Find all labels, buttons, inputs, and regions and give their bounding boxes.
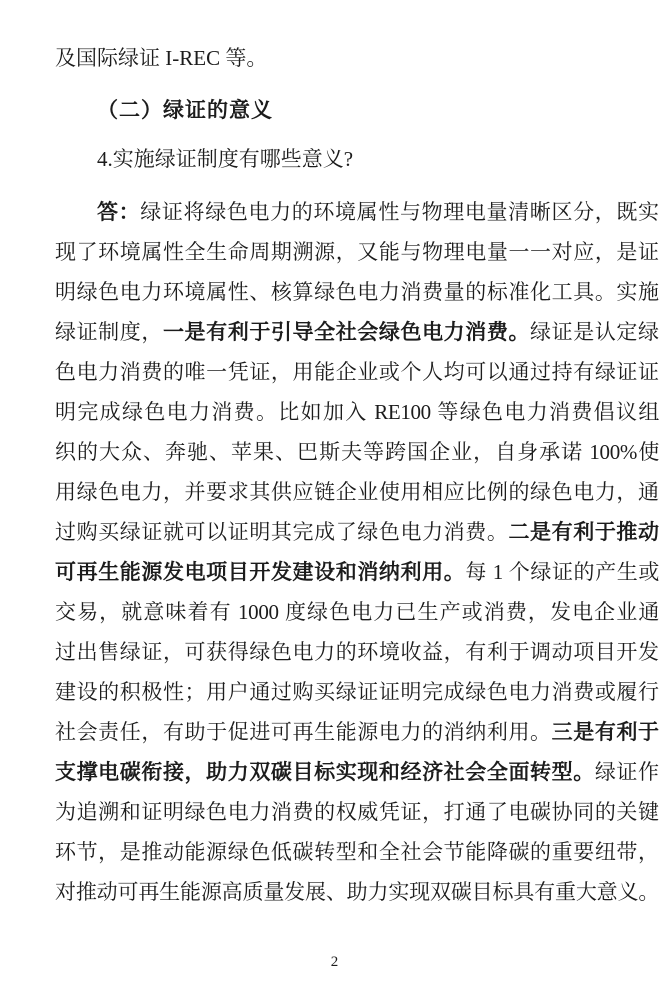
emphasis-text: 二是有利于推动: [508, 520, 660, 544]
text-segment: 绿证制度，: [55, 320, 163, 344]
text-segment: 明绿色电力环境属性、核算绿色电力消费量的标准化工具。实施: [55, 280, 659, 304]
section-heading: （二）绿证的意义: [97, 98, 273, 122]
text-segment: 建设的积极性；用户通过购买绿证证明完成绿色电力消费或履行: [55, 680, 659, 704]
emphasis-text: 三是有利于: [551, 720, 660, 744]
text-segment: 为追溯和证明绿色电力消费的权威凭证，打通了电碳协同的关键: [55, 800, 659, 824]
text-segment: 对推动可再生能源高质量发展、助力实现双碳目标具有重大意义。: [55, 880, 659, 904]
text-segment: 每 1 个绿证的产生或: [465, 560, 659, 584]
answer-line: [55, 512, 659, 552]
page-number: 2: [330, 954, 339, 970]
text-segment: 过购买绿证就可以证明其完成了绿色电力消费。: [55, 520, 509, 544]
answer-line: [55, 312, 659, 352]
answer-line: [55, 792, 659, 832]
text-segment: 环节，是推动能源绿色低碳转型和全社会节能降碳的重要纽带，: [55, 840, 659, 864]
answer-line: [55, 392, 659, 432]
answer-paragraph: [55, 192, 659, 912]
paragraph-continuation-line: 及国际绿证 I-REC 等。: [55, 46, 268, 70]
answer-line: [55, 192, 659, 232]
text-segment: 过出售绿证，可获得绿色电力的环境收益，有利于调动项目开发: [55, 640, 659, 664]
text-segment: 绿证是认定绿: [530, 320, 660, 344]
answer-line: [55, 352, 659, 392]
answer-line: [55, 672, 659, 712]
text-segment: 色电力消费的唯一凭证，用能企业或个人均可以通过持有绿证证: [55, 360, 659, 384]
text-segment: 社会责任，有助于促进可再生能源电力的消纳利用。: [55, 720, 552, 744]
text-segment: 现了环境属性全生命周期溯源，又能与物理电量一一对应，是证: [55, 240, 659, 264]
text-column: [55, 38, 659, 912]
answer-line: [55, 472, 659, 512]
answer-line: [55, 872, 659, 912]
answer-line: [55, 752, 659, 792]
answer-line: [55, 592, 659, 632]
answer-line: [55, 432, 659, 472]
text-segment: 织的大众、奔驰、苹果、巴斯夫等跨国企业，自身承诺 100%使: [55, 440, 659, 464]
answer-line: [55, 832, 659, 872]
answer-line: [55, 552, 659, 592]
answer-line: [55, 232, 659, 272]
emphasis-text: 一是有利于引导全社会绿色电力消费。: [162, 320, 531, 344]
question-line: 4.实施绿证制度有哪些意义?: [97, 147, 354, 171]
answer-line: [55, 272, 659, 312]
emphasis-text: 可再生能源发电项目开发建设和消纳利用。: [55, 560, 466, 584]
answer-line: [55, 712, 659, 752]
answer-line: [55, 632, 659, 672]
text-segment: 绿证作: [594, 760, 659, 784]
text-segment: 交易，就意味着有 1000 度绿色电力已生产或消费，发电企业通: [55, 600, 659, 624]
emphasis-text: 支撑电碳衔接，助力双碳目标实现和经济社会全面转型。: [55, 760, 595, 784]
emphasis-text: 答：: [97, 200, 141, 224]
text-segment: 绿证将绿色电力的环境属性与物理电量清晰区分，既实: [140, 200, 659, 224]
text-segment: 用绿色电力，并要求其供应链企业使用相应比例的绿色电力，通: [55, 480, 659, 504]
text-segment: 明完成绿色电力消费。比如加入 RE100 等绿色电力消费倡议组: [55, 400, 659, 424]
